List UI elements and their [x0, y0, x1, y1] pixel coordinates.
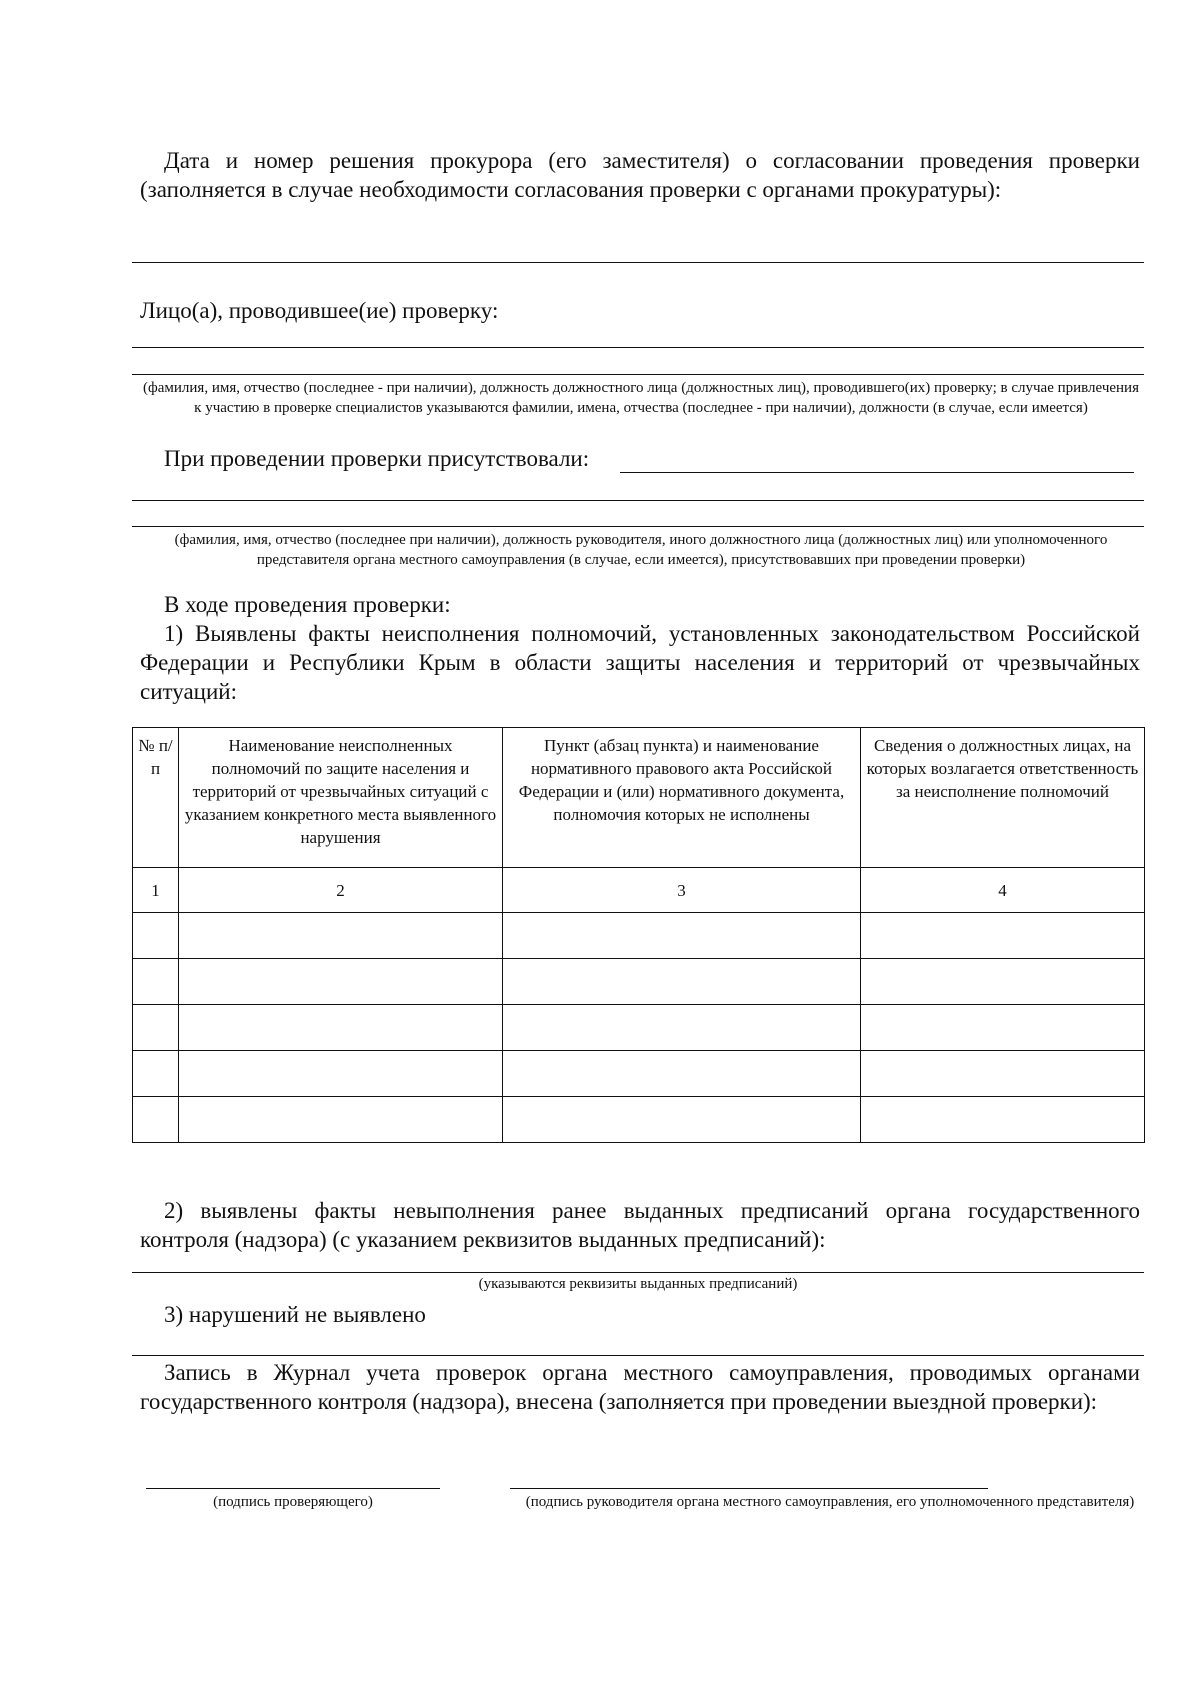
header-officials: Сведения о должностных лицах, на которых возлагается ответственность за неисполнение полномочий — [861, 728, 1145, 868]
table-cell[interactable] — [503, 1005, 861, 1051]
inspectors-fill-line-1[interactable] — [132, 347, 1144, 348]
attendees-fill-line-1[interactable] — [132, 500, 1144, 501]
table-cell[interactable] — [861, 1051, 1145, 1097]
inspectors-note: (фамилия, имя, отчество (последнее - при наличии), должность должностного лица (должностных лиц), проводившего(их) проверку; в случае привлечения к участию в проверке специалистов указываются фамилии, имена, отчества (последнее - при наличии), должности (в случае, если имеется) — [143, 380, 1139, 416]
table-cell[interactable] — [861, 959, 1145, 1005]
column-number-1: 1 — [133, 868, 179, 913]
inspectors-fill-line-2[interactable] — [132, 374, 1144, 375]
table-column-numbers-row — [133, 868, 1145, 913]
column-number-4: 4 — [861, 868, 1145, 913]
attendees-inline-fill-line[interactable] — [620, 472, 1134, 473]
findings-intro: В ходе проведения проверки: — [164, 592, 451, 617]
head-signature-caption: (подпись руководителя органа местного самоуправления, его уполномоченного представителя) — [525, 1494, 1135, 1510]
table-cell[interactable] — [503, 913, 861, 959]
prosecutor-decision-paragraph: Дата и номер решения прокурора (его заместителя) о согласовании проведения проверки (заполняется в случае необходимости согласования проверки с органами прокуратуры): — [140, 148, 1140, 202]
prosecutor-decision-fill-line[interactable] — [132, 262, 1144, 263]
header-powers: Наименование неисполненных полномочий по защите населения и территорий от чрезвычайных ситуаций с указанием конкретного места выявленного нарушения — [179, 728, 503, 868]
table-cell[interactable] — [503, 959, 861, 1005]
column-number-2: 2 — [179, 868, 503, 913]
findings-item-2: 2) выявлены факты невыполнения ранее выданных предписаний органа государственного контроля (надзора) (с указанием реквизитов выданных предписаний): — [140, 1198, 1140, 1252]
inspector-signature-line[interactable] — [146, 1488, 440, 1489]
table-cell[interactable] — [133, 1097, 179, 1143]
header-normative-act: Пункт (абзац пункта) и наименование нормативного правового акта Российской Федерации и (или) нормативного документа, полномочия которых не исполнены — [503, 728, 861, 868]
violations-table — [132, 727, 1145, 1143]
table-row — [133, 959, 1145, 1005]
table-cell[interactable] — [503, 1097, 861, 1143]
table-row — [133, 913, 1145, 959]
inspectors-label: Лицо(а), проводившее(ие) проверку: — [140, 298, 499, 323]
prescriptions-fill-line[interactable] — [132, 1272, 1144, 1273]
attendees-label: При проведении проверки присутствовали: — [164, 446, 590, 471]
findings-item-3: 3) нарушений не выявлено — [164, 1302, 426, 1327]
column-number-3: 3 — [503, 868, 861, 913]
table-cell[interactable] — [179, 1051, 503, 1097]
table-cell[interactable] — [133, 1005, 179, 1051]
table-cell[interactable] — [861, 1005, 1145, 1051]
journal-paragraph: Запись в Журнал учета проверок органа местного самоуправления, проводимых органами государственного контроля (надзора), внесена (заполняется при проведении выездной проверки): — [140, 1360, 1140, 1414]
table-cell[interactable] — [133, 913, 179, 959]
table-row — [133, 1051, 1145, 1097]
table-header-row — [133, 728, 1145, 868]
prescriptions-note: (указываются реквизиты выданных предписаний) — [478, 1276, 798, 1292]
table-row — [133, 1005, 1145, 1051]
attendees-fill-line-2[interactable] — [132, 526, 1144, 527]
head-signature-line[interactable] — [510, 1488, 988, 1489]
table-cell[interactable] — [133, 1051, 179, 1097]
table-cell[interactable] — [179, 1005, 503, 1051]
table-cell[interactable] — [179, 1097, 503, 1143]
attendees-note: (фамилия, имя, отчество (последнее при наличии), должность руководителя, иного должностного лица (должностных лиц) или уполномоченного представителя органа местного самоуправления (в случае, если имеется), присутствовавших при проведении проверки) — [174, 532, 1108, 568]
findings-item-1: 1) Выявлены факты неисполнения полномочий, установленных законодательством Российской Федерации и Республики Крым в области защиты населения и территорий от чрезвычайных ситуаций: — [140, 621, 1140, 704]
no-violations-fill-line[interactable] — [132, 1355, 1144, 1356]
table-cell[interactable] — [133, 959, 179, 1005]
table-row — [133, 1097, 1145, 1143]
table-cell[interactable] — [179, 959, 503, 1005]
table-cell[interactable] — [503, 1051, 861, 1097]
header-number: № п/п — [133, 728, 179, 868]
table-cell[interactable] — [861, 913, 1145, 959]
table-cell[interactable] — [179, 913, 503, 959]
table-cell[interactable] — [861, 1097, 1145, 1143]
inspector-signature-caption: (подпись проверяющего) — [213, 1494, 373, 1510]
